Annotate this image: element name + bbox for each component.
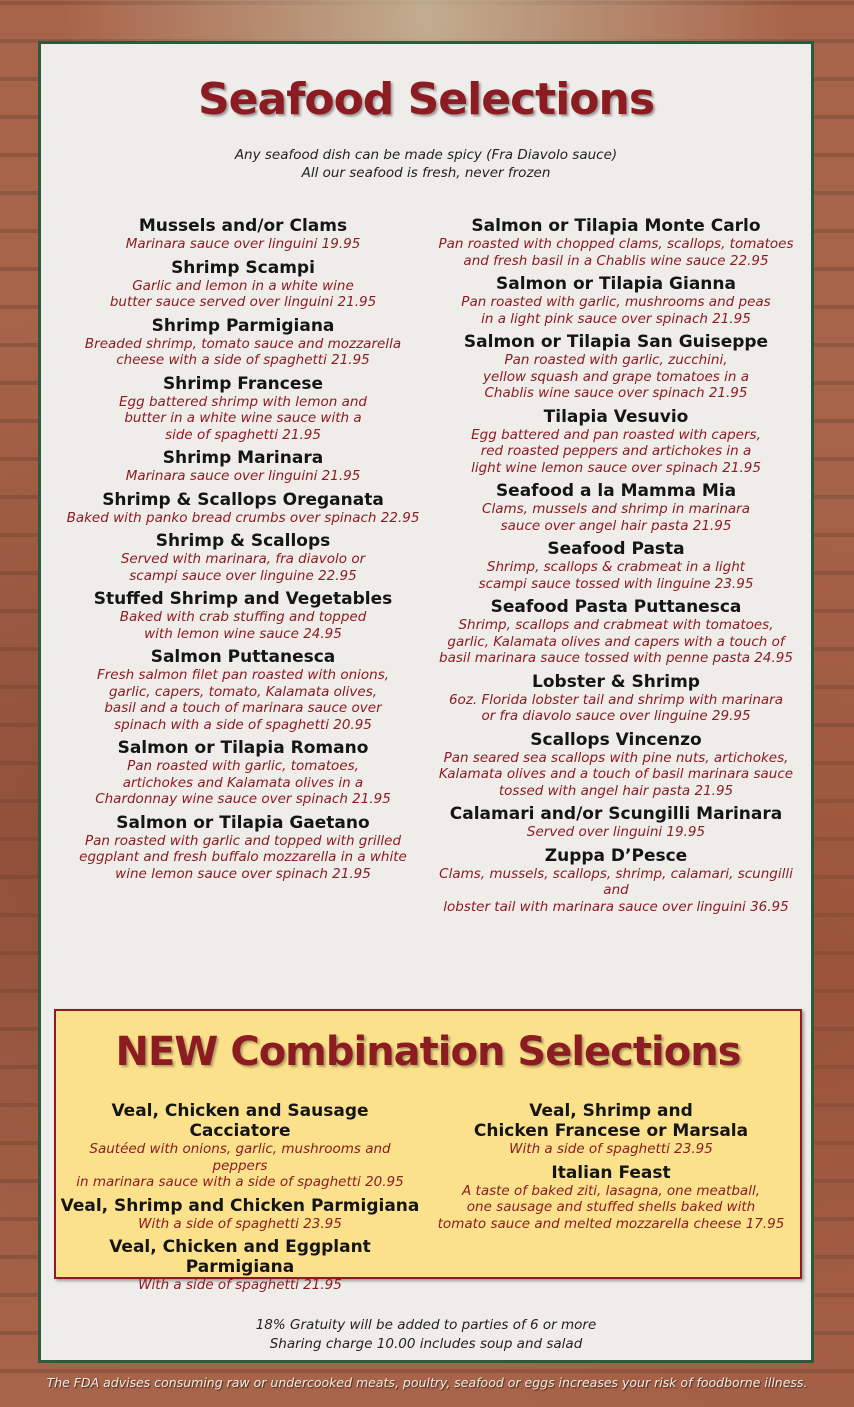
left-column <box>59 216 427 887</box>
menu-item-description: yellow squash and grape tomatoes in a <box>483 368 749 385</box>
menu-item-description: eggplant and fresh buffalo mozzarella in a white <box>79 849 407 865</box>
menu-item <box>60 1101 420 1191</box>
menu-item <box>59 216 427 253</box>
menu-item-description: Pan roasted with garlic, zucchini, <box>504 352 728 368</box>
menu-item-description: light wine lemon sauce over spinach 21.95 <box>471 459 761 476</box>
menu-item-name: Calamari and/or Scungilli Marinara <box>449 804 783 824</box>
menu-item-name: Italian Feast <box>551 1162 671 1183</box>
menu-item <box>59 738 427 808</box>
menu-item <box>433 539 799 592</box>
menu-item-description: Pan roasted with garlic and topped with grilled <box>84 832 402 849</box>
menu-item-description: Garlic and lemon in a white wine <box>132 277 354 294</box>
menu-item-name: Shrimp Francese <box>162 373 324 394</box>
menu-item-description: Pan roasted with chopped clams, scallops, tomatoes <box>438 236 794 252</box>
footer-line: Sharing charge 10.00 includes soup and salad <box>269 1336 583 1352</box>
menu-item-description: spinach with a side of spaghetti 20.95 <box>114 716 372 733</box>
menu-item-description: cheese with a side of spaghetti 21.95 <box>116 352 370 368</box>
menu-item <box>433 597 799 667</box>
menu-item-name: Scallops Vincenzo <box>530 729 702 750</box>
menu-item-description: side of spaghetti 21.95 <box>165 426 321 443</box>
menu-item-description: Pan roasted with garlic, mushrooms and peas <box>461 294 771 310</box>
menu-item-description: butter in a white wine sauce with a <box>124 410 362 426</box>
subtitle-line: Any seafood dish can be made spicy (Fra Diavolo sauce) <box>234 147 618 163</box>
menu-item <box>60 1196 420 1233</box>
menu-item-name: Zuppa D’Pesce <box>544 845 688 866</box>
menu-item-name: Shrimp Scampi <box>171 257 315 278</box>
menu-item-description: in marinara sauce with a side of spaghetti 20.95 <box>76 1174 404 1190</box>
menu-item-description: scampi sauce over linguine 22.95 <box>129 567 357 584</box>
subtitle-line: All our seafood is fresh, never frozen <box>301 165 551 181</box>
combination-box <box>54 1009 802 1293</box>
menu-item-name: Veal, Chicken and Eggplant Parmigiana <box>109 1237 371 1277</box>
menu-item-name: Shrimp & Scallops <box>155 531 331 551</box>
menu-item-name: Salmon Puttanesca <box>150 647 336 667</box>
menu-item-name: Chicken Francese or Marsala <box>473 1121 749 1141</box>
menu-item-description: tossed with angel hair pasta 21.95 <box>498 782 734 799</box>
menu-item <box>433 481 799 534</box>
menu-item-name: Shrimp Marinara <box>162 448 324 468</box>
menu-item-name: Salmon or Tilapia Monte Carlo <box>471 216 761 236</box>
menu-item-name: Seafood Pasta <box>547 539 685 559</box>
menu-item-description: 6oz. Florida lobster tail and shrimp with marinara <box>448 691 784 708</box>
menu-item-description: Marinara sauce over linguini 19.95 <box>125 236 361 252</box>
menu-item-name: Veal, Shrimp and Chicken Parmigiana <box>60 1195 420 1216</box>
menu-item-description: garlic, capers, tomato, Kalamata olives, <box>108 683 378 700</box>
menu-item-description: Kalamata olives and a touch of basil marinara sauce <box>438 766 794 782</box>
menu-item-description: Pan roasted with garlic, tomatoes, <box>127 758 359 774</box>
menu-item-description: or fra diavolo sauce over linguine 29.95 <box>481 708 751 724</box>
menu-item <box>433 332 799 402</box>
menu-item-description: one sausage and stuffed shells baked with <box>466 1199 756 1215</box>
menu-item-description: Served over linguini 19.95 <box>526 824 706 840</box>
menu-item-description: Clams, mussels, scallops, shrimp, calamari, scungilli and <box>439 865 793 898</box>
menu-item-description: Pan seared sea scallops with pine nuts, artichokes, <box>443 749 789 766</box>
menu-item <box>433 274 799 327</box>
menu-item-description: With a side of spaghetti 23.95 <box>509 1141 713 1157</box>
menu-item-description: with lemon wine sauce 24.95 <box>144 625 342 642</box>
menu-item <box>433 216 799 269</box>
menu-item-name: Lobster & Shrimp <box>532 671 700 692</box>
menu-item-description: Baked with panko bread crumbs over spinach 22.95 <box>66 509 420 526</box>
menu-item-description: Shrimp, scallops & crabmeat in a light <box>486 559 746 575</box>
menu-item-description: Shrimp, scallops and crabmeat with tomatoes, <box>458 617 774 633</box>
menu-item-description: butter sauce served over linguini 21.95 <box>109 294 377 310</box>
menu-item <box>59 258 427 311</box>
menu-item-description: artichokes and Kalamata olives in a <box>122 774 364 791</box>
menu-item-name: Veal, Chicken and Sausage Cacciatore <box>111 1101 369 1141</box>
menu-item-name: Salmon or Tilapia Romano <box>117 738 369 758</box>
menu-item-description: Breaded shrimp, tomato sauce and mozzarella <box>84 335 402 352</box>
combination-title: NEW Combination Selections <box>115 1029 741 1075</box>
menu-item-name: Mussels and/or Clams <box>138 216 348 236</box>
menu-item <box>433 672 799 725</box>
menu-item <box>59 448 427 485</box>
footer-line: 18% Gratuity will be added to parties of 6 or more <box>255 1317 597 1333</box>
fda-notice: The FDA advises consuming raw or undercooked meats, poultry, seafood or eggs increases your risk of foodborne illness. <box>46 1375 808 1390</box>
menu-item-name: Seafood a la Mamma Mia <box>495 481 737 501</box>
menu-panel <box>38 41 814 1363</box>
menu-item-description: lobster tail with marinara sauce over linguini 36.95 <box>443 898 789 915</box>
menu-item-description: basil marinara sauce tossed with penne pasta 24.95 <box>439 650 793 666</box>
menu-item <box>428 1101 794 1158</box>
menu-item-name: Tilapia Vesuvio <box>543 406 689 427</box>
menu-item-name: Salmon or Tilapia Gianna <box>496 274 736 294</box>
menu-item-name: Salmon or Tilapia Gaetano <box>116 812 370 833</box>
menu-item-description: in a light pink sauce over spinach 21.95 <box>481 310 751 327</box>
menu-item-description: Sautéed with onions, garlic, mushrooms and peppers <box>89 1141 391 1174</box>
menu-item-description: tomato sauce and melted mozzarella cheese 17.95 <box>437 1215 785 1232</box>
menu-item-description: With a side of spaghetti 21.95 <box>138 1277 342 1293</box>
menu-item <box>433 846 799 916</box>
menu-item <box>59 647 427 733</box>
menu-item-description: Marinara sauce over linguini 21.95 <box>125 468 361 484</box>
menu-item <box>433 407 799 477</box>
menu-item-description: Egg battered shrimp with lemon and <box>119 393 367 410</box>
menu-item <box>59 813 427 883</box>
menu-item-description: basil and a touch of marinara sauce over <box>104 700 382 716</box>
menu-item-name: Shrimp Parmigiana <box>151 315 335 336</box>
menu-item-description: A taste of baked ziti, lasagna, one meatball, <box>462 1182 760 1199</box>
menu-item-description: Egg battered and pan roasted with capers, <box>471 426 761 443</box>
combination-left-column <box>60 1101 420 1299</box>
right-column <box>433 216 799 920</box>
menu-item-name: Stuffed Shrimp and Vegetables <box>93 589 393 609</box>
menu-item-description: Chablis wine sauce over spinach 21.95 <box>484 385 748 401</box>
menu-item-description: garlic, Kalamata olives and capers with a touch of <box>447 633 785 650</box>
menu-item-description: sauce over angel hair pasta 21.95 <box>500 517 732 534</box>
menu-item-description: wine lemon sauce over spinach 21.95 <box>115 865 371 882</box>
page-title: Seafood Selections <box>197 74 655 125</box>
menu-item-name: Veal, Shrimp and <box>529 1101 693 1121</box>
menu-item <box>433 730 799 800</box>
menu-item-name: Shrimp & Scallops Oreganata <box>102 489 384 510</box>
subtitle <box>41 146 811 182</box>
menu-item-name: Seafood Pasta Puttanesca <box>490 597 742 617</box>
menu-item-description: With a side of spaghetti 23.95 <box>138 1215 342 1232</box>
menu-item <box>59 531 427 584</box>
menu-item-description: Chardonnay wine sauce over spinach 21.95 <box>95 791 391 807</box>
menu-item <box>428 1163 794 1233</box>
menu-item-description: red roasted peppers and artichokes in a <box>480 443 752 459</box>
menu-item <box>433 804 799 841</box>
footer-note <box>41 1316 811 1354</box>
menu-item <box>59 374 427 444</box>
menu-item <box>59 316 427 369</box>
menu-item <box>59 490 427 527</box>
menu-item <box>60 1237 420 1294</box>
menu-item-description: Baked with crab stuffing and topped <box>119 609 367 625</box>
menu-item-description: scampi sauce tossed with linguine 23.95 <box>478 575 754 592</box>
menu-item-description: Fresh salmon filet pan roasted with onions, <box>96 667 390 683</box>
menu-item-description: Clams, mussels and shrimp in marinara <box>482 501 750 517</box>
combination-right-column <box>428 1101 794 1237</box>
menu-item-description: Served with marinara, fra diavolo or <box>120 551 366 567</box>
menu-item <box>59 589 427 642</box>
menu-item-description: and fresh basil in a Chablis wine sauce 22.95 <box>463 252 769 269</box>
menu-item-name: Salmon or Tilapia San Guiseppe <box>463 332 769 352</box>
